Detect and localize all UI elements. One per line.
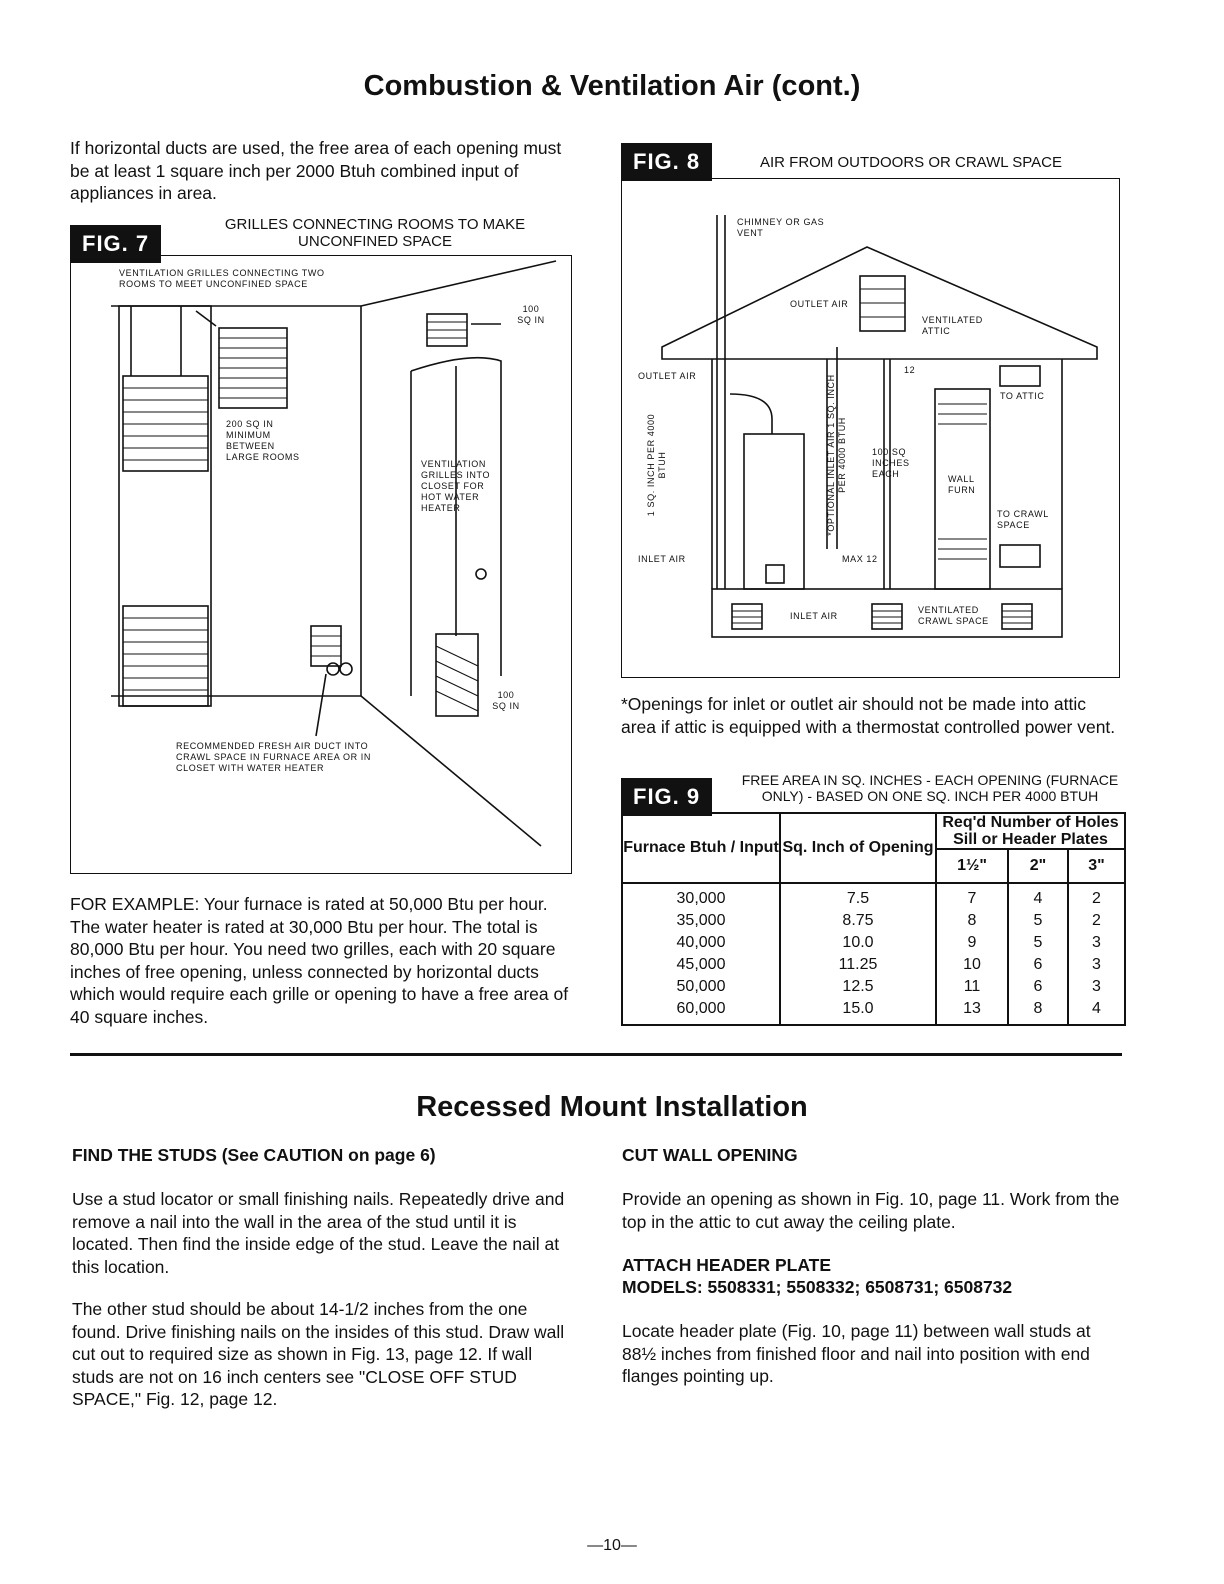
section-title-recessed: Recessed Mount Installation bbox=[416, 1091, 808, 1123]
table-cell: 7 bbox=[967, 890, 977, 907]
fig8-vertical-mid: *OPTIONAL INLET AIR 1 SQ. INCH PER 4000 BTUH bbox=[826, 374, 847, 536]
fig8-illustration bbox=[622, 179, 1119, 677]
attach-models-heading: MODELS: 5508331; 5508332; 6508731; 6508732 bbox=[622, 1277, 1013, 1297]
fig8-vertical-left: 1 SQ. INCH PER 4000 BTUH bbox=[646, 413, 667, 517]
fig7-illustration bbox=[71, 256, 571, 873]
fig7-label-100-top: 100 SQ IN bbox=[517, 304, 545, 325]
fig7-caption: GRILLES CONNECTING ROOMS TO MAKE UNCONFINED SPACE bbox=[224, 216, 526, 250]
fig7-frame bbox=[70, 255, 572, 874]
fig9-tag: FIG. 9 bbox=[621, 778, 712, 816]
attach-header-heading: ATTACH HEADER PLATE bbox=[622, 1255, 832, 1275]
table-cell: 30,000 bbox=[676, 890, 726, 907]
cut-wall-heading: CUT WALL OPENING bbox=[622, 1145, 798, 1165]
fig8-to-crawl: TO CRAWL SPACE bbox=[997, 509, 1049, 530]
fig9-subheader: 3" bbox=[1068, 849, 1125, 883]
table-cell: 8 bbox=[1033, 1000, 1043, 1017]
fig8-max12: MAX 12 bbox=[842, 554, 878, 564]
fig7-label-fresh: RECOMMENDED FRESH AIR DUCT INTO CRAWL SPACE IN FURNACE AREA OR IN CLOSET WITH WATER HEATER bbox=[176, 741, 371, 773]
fig8-hundred: 100 SQ INCHES EACH bbox=[872, 447, 910, 479]
table-cell: 6 bbox=[1033, 978, 1043, 995]
fig8-caption: AIR FROM OUTDOORS OR CRAWL SPACE bbox=[760, 154, 1062, 171]
fig8-outlet-air-attic: OUTLET AIR bbox=[790, 299, 849, 309]
table-cell: 35,000 bbox=[676, 912, 726, 929]
table-cell: 9 bbox=[967, 934, 977, 951]
table-cell: 60,000 bbox=[676, 1000, 726, 1017]
fig8-frame bbox=[621, 178, 1120, 678]
fig8-ventilated-attic: VENTILATED ATTIC bbox=[922, 315, 983, 336]
table-cell: 6 bbox=[1033, 956, 1043, 973]
table-cell: 4 bbox=[1033, 890, 1043, 907]
fig9-holes15-col bbox=[936, 883, 1008, 1025]
intro-paragraph: If horizontal ducts are used, the free area of each opening must be at least 1 square inch per 2000 Btuh combined input of appliances in area. bbox=[70, 138, 562, 203]
example-paragraph: FOR EXAMPLE: Your furnace is rated at 50,000 Btu per hour. The water heater is rated at 30,000 Btu per hour. The total is 80,000 Btu per hour. You need two grilles, each with 20 square inches of free opening, unless connected by horizontal ducts which would require each grille or opening to have a free area of 40 square inches. bbox=[70, 894, 569, 1027]
table-cell: 3 bbox=[1092, 934, 1101, 951]
fig9-holes3-col bbox=[1068, 883, 1125, 1025]
section-title-combustion: Combustion & Ventilation Air (cont.) bbox=[363, 70, 861, 102]
fig9-sqinch-col bbox=[780, 883, 936, 1025]
fig7-label-100-bottom: 100 SQ IN bbox=[492, 690, 520, 711]
table-cell: 13 bbox=[963, 1000, 981, 1017]
fig8-twelve-top: 12 bbox=[904, 365, 916, 375]
fig9-subheader: 2" bbox=[1008, 849, 1068, 883]
table-cell: 11.25 bbox=[838, 956, 878, 973]
fig8-outlet-air: OUTLET AIR bbox=[638, 371, 697, 381]
fig8-chimney: CHIMNEY OR GAS VENT bbox=[737, 217, 825, 238]
table-cell: 15.0 bbox=[842, 1000, 874, 1017]
table-cell: 7.5 bbox=[846, 890, 870, 907]
fig7-label-vent-grilles: VENTILATION GRILLES CONNECTING TWO ROOMS TO MEET UNCONFINED SPACE bbox=[119, 268, 325, 289]
cut-wall-paragraph: Provide an opening as shown in Fig. 10, page 11. Work from the top in the attic to cut away the ceiling plate. bbox=[622, 1189, 1120, 1232]
fig7-tag: FIG. 7 bbox=[70, 225, 161, 263]
fig7-label-closet: VENTILATION GRILLES INTO CLOSET FOR HOT WATER HEATER bbox=[421, 459, 491, 513]
attach-header-paragraph: Locate header plate (Fig. 10, page 11) between wall studs at 88½ inches from finished floor and nail into position with end flanges pointing up. bbox=[622, 1321, 1091, 1386]
fig9-holes2-col bbox=[1008, 883, 1068, 1025]
fig8-ventilated-crawl: VENTILATED CRAWL SPACE bbox=[918, 605, 989, 626]
table-cell: 40,000 bbox=[676, 934, 726, 951]
find-studs-heading: FIND THE STUDS (See CAUTION on page 6) bbox=[72, 1145, 436, 1165]
table-cell: 3 bbox=[1092, 956, 1101, 973]
table-cell: 4 bbox=[1092, 1000, 1101, 1017]
fig8-wall-furn: WALL FURN bbox=[948, 474, 976, 495]
fig9-furnace-col bbox=[622, 883, 780, 1025]
table-cell: 8.75 bbox=[842, 912, 874, 929]
fig8-to-attic: TO ATTIC bbox=[1000, 391, 1045, 401]
table-cell: 50,000 bbox=[676, 978, 726, 995]
table-cell: 2 bbox=[1092, 912, 1101, 929]
find-studs-paragraph-1: Use a stud locator or small finishing nails. Repeatedly drive and remove a nail into the wall in the area of the stud until it is located. Then find the inside edge of the stud. Leave the nail at this location. bbox=[72, 1189, 565, 1277]
fig9-header-group: Req'd Number of Holes Sill or Header Plates bbox=[936, 813, 1125, 849]
table-cell: 5 bbox=[1033, 912, 1043, 929]
fig9-header-col1: Furnace Btuh / Input bbox=[622, 813, 780, 883]
fig9-table bbox=[621, 812, 1126, 1026]
find-studs-paragraph-2: The other stud should be about 14-1/2 inches from the one found. Drive finishing nails on the insides of this stud. Draw wall cut out to required size as shown in Fig. 13, page 12. If wall studs are not on 16 inch centers see "CLOSE OFF STUD SPACE," Fig. 12, page 12. bbox=[72, 1299, 565, 1409]
fig8-inlet-air-left: INLET AIR bbox=[638, 554, 686, 564]
page-number: —10— bbox=[587, 1537, 637, 1554]
fig9-caption: FREE AREA IN SQ. INCHES - EACH OPENING (FURNACE ONLY) - BASED ON ONE SQ. INCH PER 4000 BTUH bbox=[741, 772, 1119, 804]
fig7-label-200: 200 SQ IN MINIMUM BETWEEN LARGE ROOMS bbox=[226, 419, 300, 462]
fig8-note: *Openings for inlet or outlet air should not be made into attic area if attic is equipped with a thermostat controlled power vent. bbox=[621, 694, 1116, 737]
fig9-subheader: 1½" bbox=[936, 849, 1008, 883]
table-cell: 45,000 bbox=[676, 956, 726, 973]
table-cell: 3 bbox=[1092, 978, 1101, 995]
table-cell: 10.0 bbox=[842, 934, 874, 951]
fig9-table-wrap bbox=[621, 812, 1126, 1026]
table-cell: 8 bbox=[967, 912, 977, 929]
fig8-tag: FIG. 8 bbox=[621, 143, 712, 181]
table-cell: 11 bbox=[963, 978, 981, 995]
table-cell: 5 bbox=[1033, 934, 1043, 951]
table-cell: 2 bbox=[1092, 890, 1101, 907]
table-cell: 10 bbox=[963, 956, 981, 973]
table-cell: 12.5 bbox=[842, 978, 874, 995]
fig9-header-col2: Sq. Inch of Opening bbox=[780, 813, 936, 883]
section-divider bbox=[70, 1053, 1122, 1056]
fig8-inlet-air-bottom: INLET AIR bbox=[790, 611, 838, 621]
